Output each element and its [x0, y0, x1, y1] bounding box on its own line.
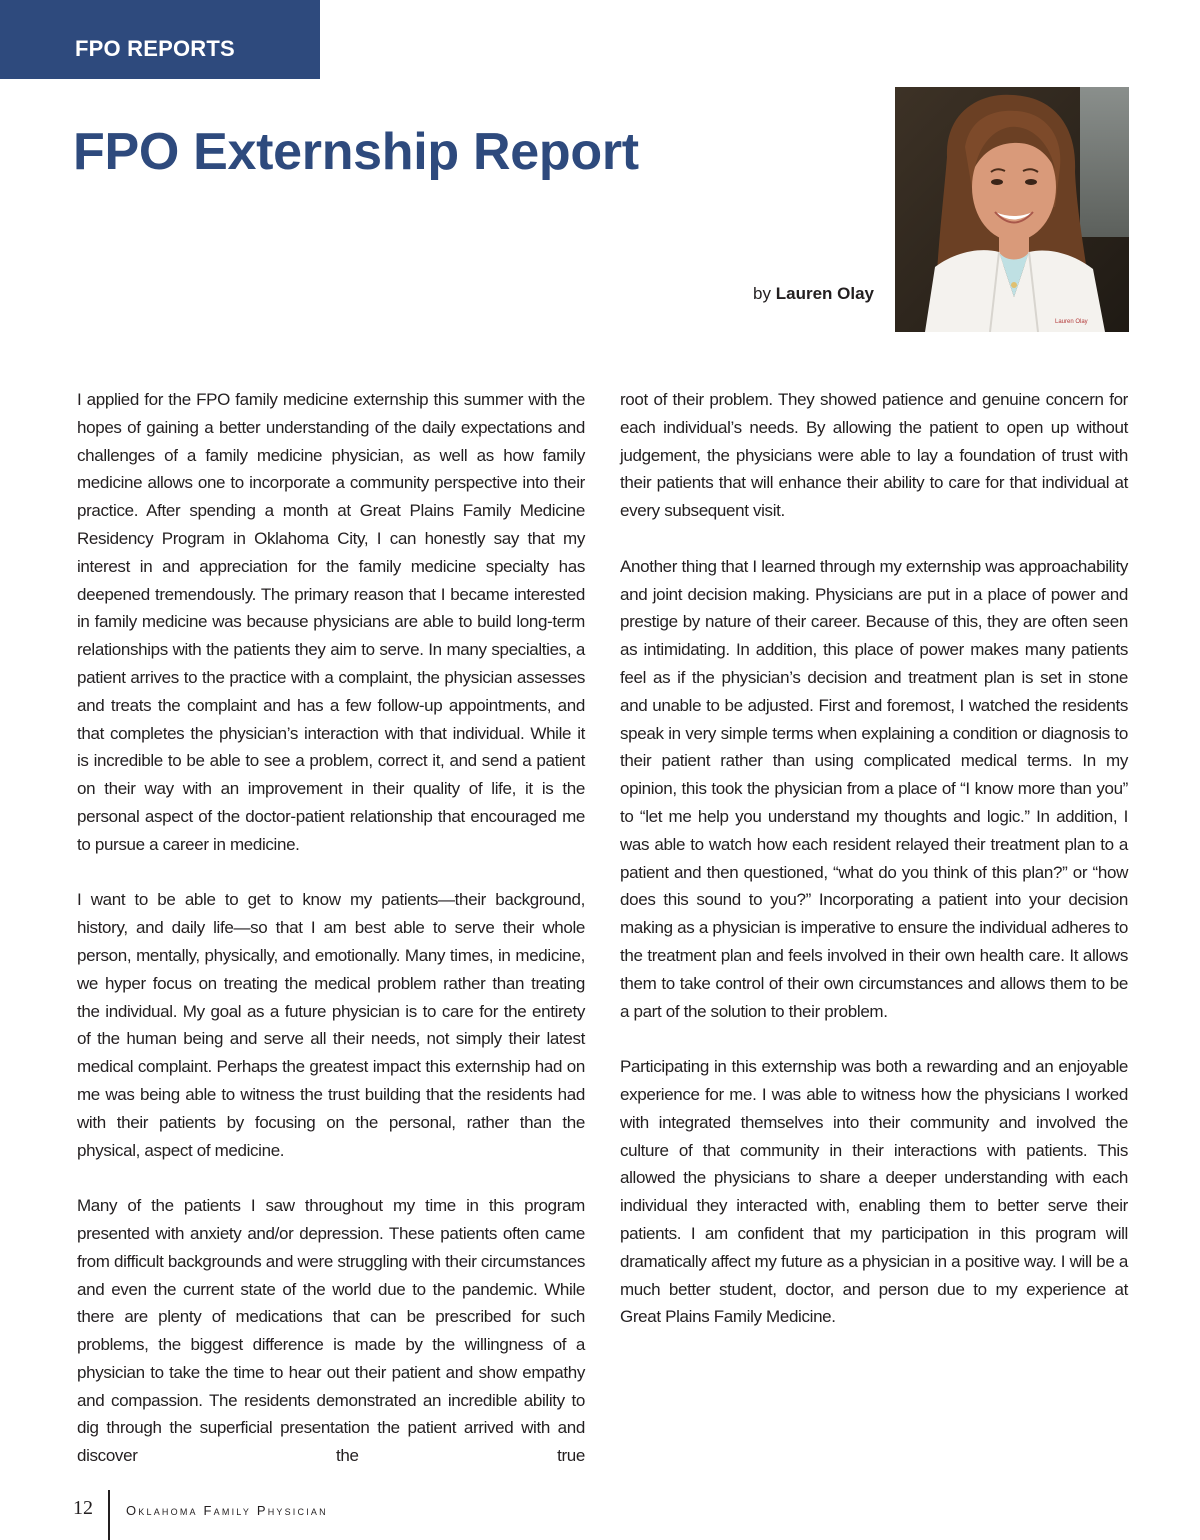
author-photo [895, 87, 1129, 332]
article-paragraph: Many of the patients I saw throughout my time in this program presented with anxiety and/or depression. These patients often came from difficult backgrounds and were struggling with their circumstances and even the current state of the world due to the pandemic. While there are plenty of medications that can be prescribed for such problems, the biggest difference is made by the willingness of a physician to take the time to hear out their patient and show empathy and compassion. The residents demonstrated an incredible ability to dig through the superficial presentation the patient arrived with and discover the true [77, 1196, 585, 1466]
article-paragraph: Another thing that I learned through my externship was approachability and joint decision making. Physicians are put in a place of power and prestige by nature of their career. Because of this, they are often seen as intimidating. In addition, this place of power makes many patients feel as if the physician’s decision and treatment plan is set in stone and unable to be adjusted. First and foremost, I watched the residents speak in very simple terms when explaining a condition or diagnosis to their patient rather than using complicated medical terms. In my opinion, this took the physician from a place of “I know more than you” to “let me help you understand my thoughts and logic.” In addition, I was able to watch how each resident relayed their treatment plan to a patient and then questioned, “what do you think of this plan?” or “how does this sound to you?” Incorporating a patient into your decision making as a physician is imperative to ensure the individual adheres to the treatment plan and feels involved in their own health care. It allows them to take control of their own circumstances and allows them to be a part of the solution to their problem. [620, 556, 1128, 1021]
section-tab [0, 0, 320, 79]
page-title: FPO Externship Report [73, 123, 639, 181]
byline-prefix: by [753, 284, 771, 303]
article-paragraph: Participating in this externship was both a rewarding and an enjoyable experience for me. I was able to witness how the physicians I worked with integrated themselves into their community and involved the culture of that community in their interactions with patients. This allowed the physicians to share a deeper understanding with each individual they interacted with, enabling them to better serve their patients. I am confident that my participation in this program will dramatically affect my future as a physician in a positive way. I will be a much better student, doctor, and person due to my experience at Great Plains Family Medicine. [620, 1057, 1128, 1327]
article-column-right [620, 386, 1128, 1359]
section-label: FPO REPORTS [75, 36, 235, 61]
article-paragraph: I want to be able to get to know my patients—their background, history, and daily life—so that I am best able to serve their whole person, mentally, physically, and emotionally. Many times, in medicine, we hyper focus on treating the medical problem rather than treating the individual. My goal as a future physician is to care for the entirety of the human being and serve all their needs, not simply their latest medical complaint. Perhaps the greatest impact this externship had on me was being able to witness the trust building that the residents had with their patients by focusing on the personal, rather than the physical, aspect of medicine. [77, 890, 585, 1160]
coat-name-embroidery: Lauren Olay [1055, 319, 1088, 325]
page-number: 12 [73, 1497, 93, 1519]
footer-divider [108, 1490, 110, 1540]
byline [753, 284, 874, 304]
journal-name: Oklahoma Family Physician [126, 1503, 328, 1518]
article-paragraph: root of their problem. They showed patience and genuine concern for each individual’s needs. By allowing the patient to open up without judgement, the physicians were able to lay a foundation of trust with their patients that will enhance their ability to care for that individual at every subsequent visit. [620, 390, 1128, 521]
article-paragraph: I applied for the FPO family medicine externship this summer with the hopes of gaining a better understanding of the daily expectations and challenges of a family medicine physician, as well as how family medicine allows one to incorporate a community perspective into their practice. After spending a month at Great Plains Family Medicine Residency Program in Oklahoma City, I can honestly say that my interest in and appreciation for the family medicine specialty has deepened tremendously. The primary reason that I became interested in family medicine was because physicians are able to build long-term relationships with the patients they aim to serve. In many specialties, a patient arrives to the practice with a complaint, the physician assesses and treats the complaint and has a few follow-up appointments, and that completes the physician’s interaction with that individual. While it is incredible to be able to see a problem, correct it, and send a patient on their way with an improvement in their quality of life, it is the personal aspect of the doctor-patient relationship that encouraged me to pursue a career in medicine. [77, 390, 585, 854]
article-column-left [77, 386, 585, 1498]
byline-author: Lauren Olay [775, 284, 874, 303]
